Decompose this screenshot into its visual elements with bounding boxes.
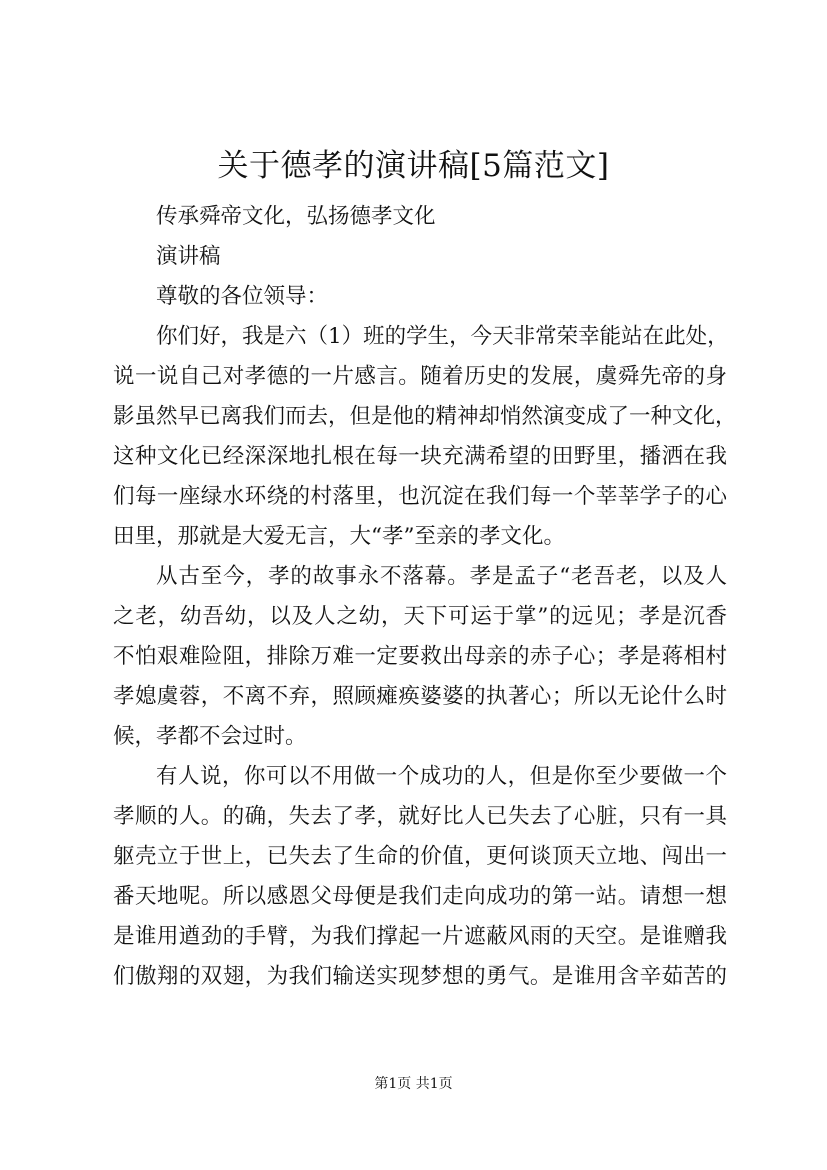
paragraph-line: 之老，幼吾幼，以及人之幼，天下可运于掌”的远见；孝是沉香 [113, 604, 727, 629]
paragraph-line: 番天地呢。所以感恩父母便是我们走向成功的第一站。请想一想 [113, 884, 727, 909]
document-body [113, 197, 737, 997]
paragraph-line: 你们好，我是六（1）班的学生，今天非常荣幸能站在此处， [156, 324, 729, 349]
paragraph-line: 这种文化已经深深地扎根在每一块充满希望的田野里，播洒在我 [113, 444, 727, 469]
paragraph-line: 说一说自己对孝德的一片感言。随着历史的发展，虞舜先帝的身 [113, 364, 727, 389]
paragraph-line: 影虽然早已离我们而去，但是他的精神却悄然演变成了一种文化， [113, 404, 737, 429]
salutation: 尊敬的各位领导： [156, 284, 329, 309]
speech-label: 演讲稿 [156, 244, 221, 269]
paragraph-line: 孝顺的人。的确，失去了孝，就好比人已失去了心脏，只有一具 [113, 804, 727, 829]
paragraph-line: 孝媳虞蓉，不离不弃，照顾瘫痪婆婆的执著心；所以无论什么时 [113, 684, 727, 709]
paragraph-line: 们每一座绿水环绕的村落里，也沉淀在我们每一个莘莘学子的心 [113, 484, 727, 509]
paragraph-line: 们傲翔的双翅，为我们输送实现梦想的勇气。是谁用含辛茹苦的 [113, 964, 727, 989]
paragraph-line: 有人说，你可以不用做一个成功的人，但是你至少要做一个 [156, 764, 727, 789]
document-title: 关于德孝的演讲稿[5篇范文] [217, 148, 610, 184]
page-footer: 第1页 共1页 [374, 1076, 453, 1092]
subtitle-line: 传承舜帝文化，弘扬德孝文化 [156, 204, 436, 229]
paragraph-line: 候，孝都不会过时。 [113, 724, 307, 749]
paragraph-line: 田里，那就是大爱无言，大“孝”至亲的孝文化。 [113, 524, 565, 549]
paragraph-line: 躯壳立于世上，已失去了生命的价值，更何谈顶天立地、闯出一 [113, 844, 727, 869]
paragraph-line: 是谁用遒劲的手臂，为我们撑起一片遮蔽风雨的天空。是谁赠我 [113, 924, 727, 949]
paragraph-line: 从古至今，孝的故事永不落幕。孝是孟子“老吾老，以及人 [156, 564, 727, 589]
paragraph-line: 不怕艰难险阻，排除万难一定要救出母亲的赤子心；孝是蒋相村 [113, 644, 727, 669]
